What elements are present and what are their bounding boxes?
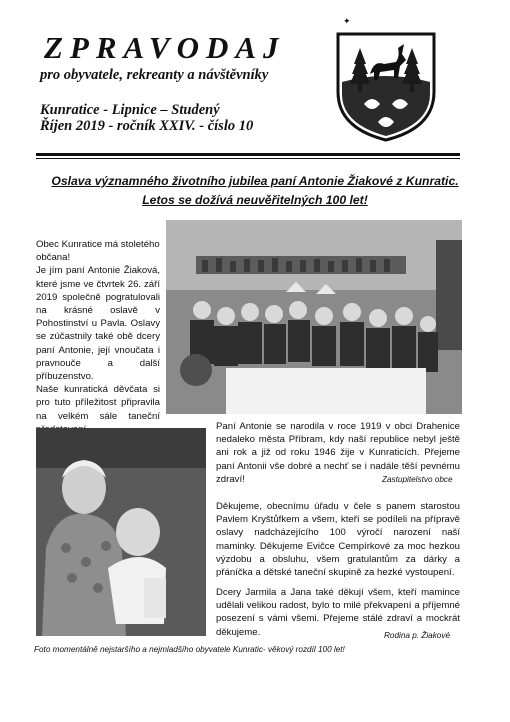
signature-family: Rodina p. Žiakové <box>384 631 450 640</box>
newsletter-title: ZPRAVODAJ <box>44 30 286 65</box>
newsletter-issue: Říjen 2019 - ročník XXIV. - číslo 10 <box>40 118 254 134</box>
intro-line1: Obec Kunratice má stoletého <box>36 239 160 250</box>
intro-line2: občana! <box>36 252 71 264</box>
coat-of-arms-logo <box>334 30 438 142</box>
party-group-photo <box>166 220 462 414</box>
elder-and-baby-photo <box>36 428 206 636</box>
intro-column <box>36 238 160 436</box>
decorative-mark: ✦ <box>343 16 351 26</box>
header-rule-thick <box>36 153 460 156</box>
signature-office: Zastupitelstvo obce <box>382 475 453 484</box>
article-headline-line1: Oslava významného životního jubilea paní Antonie Žiakové z Kunratic. <box>51 174 459 188</box>
intro-paragraph: Je jím paní Antonie Žiaková, které jsme ve čtvrtek 26. září 2019 společně pogratulovali na krásné oslavě v Pohostinství u Pavla. Oslavy se zúčastnily také obě dcery paní Antonie, její vnoučata i pravnouče a další příbuzenstvo. <box>36 265 160 383</box>
intro-paragraph-2: Naše kunratická děvčata si pro tuto příležitost připravila na velkém sále taneční <box>36 384 160 422</box>
birth-paragraph: Paní Antonie se narodila v roce 1919 v obci Drahenice nedaleko města Příbram, kdy naší republice nebyl ještě ani rok a již od roku 1946 žije v Kunraticích. Přejeme paní Antonii vše dobré a nechť se i nadále těší pevnému zdraví! <box>216 421 460 485</box>
thanks-paragraph-2: Dcery Jarmila a Jana také děkují všem, kteří mamince udělali velikou radost, bylo to milé překvapení a příjemné posezení s vámi všemi. Přejeme stálé zdraví a mockrát děkujeme. <box>216 587 460 638</box>
thanks-paragraph-1: Děkujeme, obecnímu úřadu v čele s panem starostou Pavlem Kryštůfkem a všem, kteří se podíleli na přípravě oslavy nadcházejícího 100 výročí narození naší maminky. Děkujeme Evičce Cempírkové za moc hezkou výzdobu a obsluhu, všem gratulantům za dárky a přáníčka a dětské taneční skupině za hezké vystoupení. <box>216 501 460 579</box>
article-headline-line2: Letos se dožívá neuvěřitelných 100 let! <box>142 193 368 207</box>
photo-caption: Foto momentálně nejstaršího a nejmladšího obyvatele Kunratic- věkový rozdíl 100 let! <box>34 645 345 654</box>
header-rule-thin <box>36 158 460 159</box>
newsletter-villages: Kunratice - Lipnice – Studený <box>40 102 220 118</box>
newsletter-subtitle: pro obyvatele, rekreanty a návštěvníky <box>40 67 269 83</box>
